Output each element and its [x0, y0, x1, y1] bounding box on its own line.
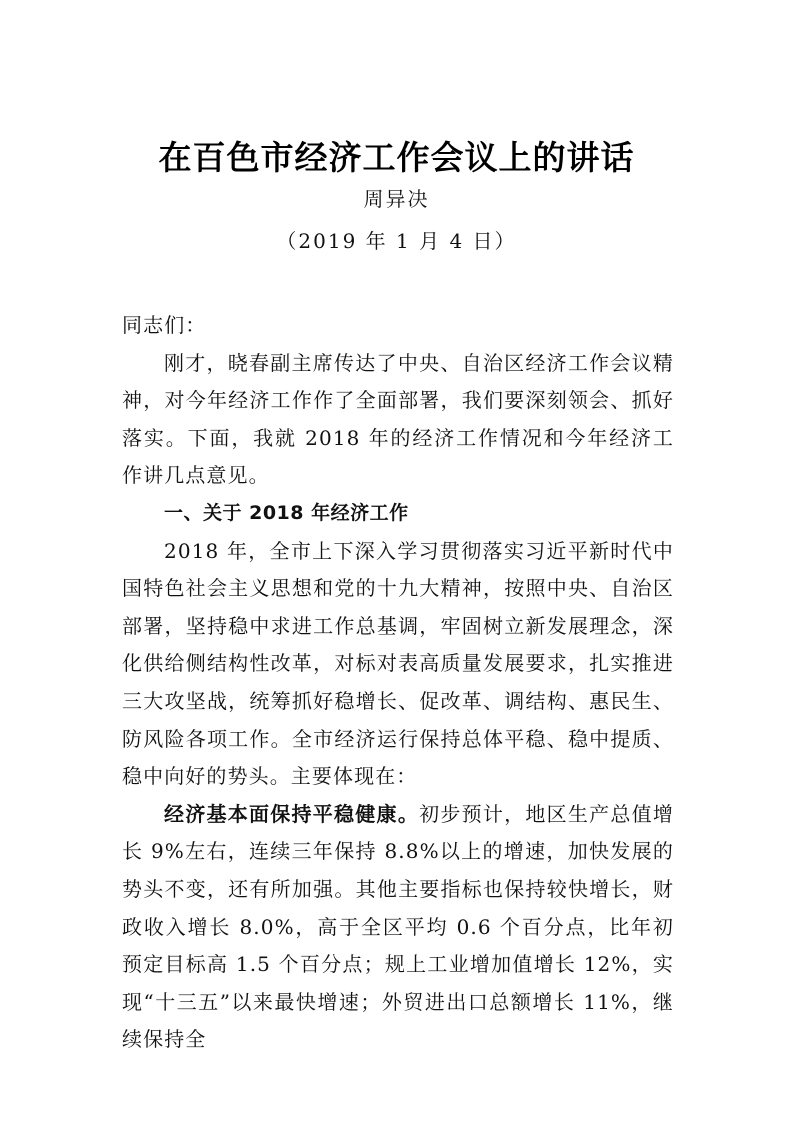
document-author: 周异决: [363, 187, 430, 211]
section-heading: 一、关于 2018 年经济工作: [164, 501, 409, 524]
paragraph-text: 初步预计，地区生产总值增长 9%左右，连续三年保持 8.8%以上的增速，加快发展的势头不变，还有所加强。其他主要指标也保持较快增长，财政收入增长 8.0%，高于全区平均 0.6 个百分点，比年初预定目标高 1.5 个百分点；规上工业增加值增长 12%，实现“十三五”以来最快增速；外贸进出口总额增长 11%，继续保持全: [122, 801, 674, 1052]
document-body: [122, 307, 674, 1059]
document-date: （2019 年 1 月 4 日）: [276, 229, 517, 253]
section-paragraph: [122, 796, 674, 1059]
salutation: 同志们：: [122, 313, 207, 337]
section-paragraph: 2018 年，全市上下深入学习贯彻落实习近平新时代中国特色社会主义思想和党的十九大精神，按照中央、自治区部署，坚持稳中求进工作总基调，牢固树立新发展理念，深化供给侧结构性改革，对标对表高质量发展要求，扎实推进三大攻坚战，统筹抓好稳增长、促改革、调结构、惠民生、防风险各项工作。全市经济运行保持总体平稳、稳中提质、稳中向好的势头。主要体现在：: [122, 538, 674, 789]
document-title: 在百色市经济工作会议上的讲话: [158, 138, 635, 177]
paragraph-lead-sentence: 经济基本面保持平稳健康。: [164, 801, 420, 826]
intro-paragraph: 刚才，晓春副主席传达了中央、自治区经济工作会议精神，对今年经济工作作了全面部署，我们要深刻领会、抓好落实。下面，我就 2018 年的经济工作情况和今年经济工作讲几点意见。: [122, 350, 674, 488]
